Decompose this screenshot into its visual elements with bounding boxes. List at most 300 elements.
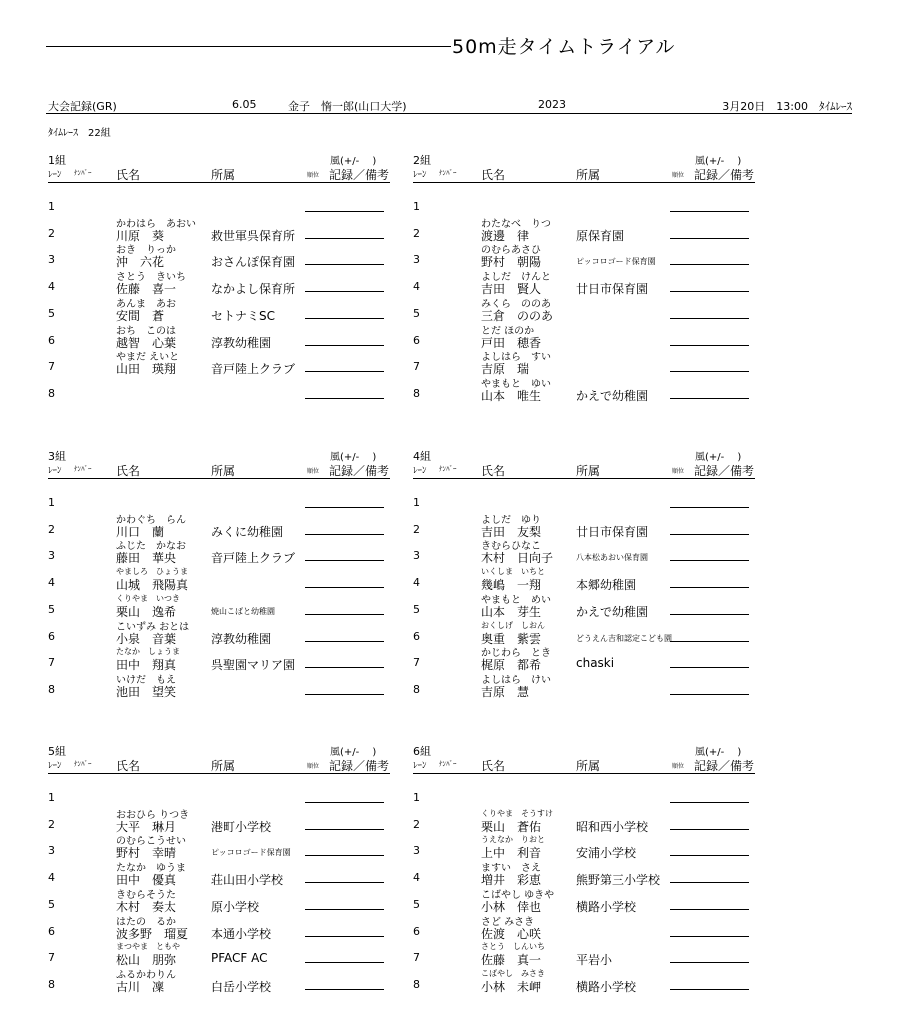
lane-number: 8: [413, 977, 420, 991]
record-entry-line: [305, 398, 384, 399]
athlete-name: 川口 蘭: [116, 524, 165, 539]
record-entry-line: [305, 371, 384, 372]
record-time: 6.05: [232, 98, 257, 111]
wind-label: 風(+/- ): [330, 156, 377, 167]
athlete-affiliation: 安浦小学校: [576, 846, 637, 861]
athlete-kana: やまもと ゆい: [481, 378, 551, 390]
affiliation-header: 所属: [211, 759, 236, 773]
athlete-kana: かわぐち らん: [116, 514, 186, 526]
athlete-affiliation: どうえん吉和認定こども園: [576, 633, 672, 643]
lane-number: 5: [413, 306, 420, 320]
athlete-affiliation: 廿日市保育園: [576, 282, 649, 297]
athlete-name: 越智 心葉: [116, 335, 177, 350]
lane-number: 7: [413, 360, 420, 374]
lane-number: 1: [48, 200, 55, 213]
lane-number: 1: [413, 791, 420, 804]
record-entry-line: [305, 560, 384, 561]
athlete-name: 山本 唯生: [481, 388, 542, 403]
name-header: 氏名: [116, 464, 141, 478]
lane-number: 1: [48, 791, 55, 804]
group-label: 5組: [48, 745, 66, 758]
lane-number: 3: [48, 253, 55, 267]
athlete-name: 戸田 穂香: [481, 335, 542, 350]
record-entry-line: [670, 989, 749, 990]
athlete-kana: のむらこうせい: [116, 836, 186, 848]
wind-label: 風(+/- ): [695, 747, 742, 758]
lane-number: 5: [413, 602, 420, 616]
athlete-affiliation: 横路小学校: [576, 979, 637, 994]
athlete-kana: かじわら とき: [481, 648, 551, 660]
lane-row: [48, 267, 390, 297]
athlete-name: 佐藤 真一: [481, 953, 542, 968]
record-entry-line: [305, 264, 384, 265]
record-entry-line: [670, 829, 749, 830]
athlete-kana: こばやし ゆきや: [481, 889, 555, 901]
lane-row: [413, 483, 755, 509]
lane-header: ﾚｰﾝ: [48, 170, 62, 180]
athlete-kana: ますい さえ: [481, 863, 541, 875]
record-entry-line: [305, 587, 384, 588]
record-entry-line: [305, 238, 384, 239]
athlete-name: 田中 優真: [116, 873, 177, 888]
lane-row: [48, 294, 390, 323]
lane-number: 2: [48, 522, 55, 536]
athlete-affiliation: 焼山こばと幼稚園: [211, 606, 275, 616]
lane-row: [413, 240, 755, 270]
athlete-kana: たなか しょうま: [116, 647, 180, 657]
lane-row: [48, 805, 390, 834]
athlete-name: 吉田 友梨: [481, 524, 542, 539]
athlete-affiliation: ピッコロゴード保育園: [576, 257, 656, 267]
rank-header: 順位: [672, 468, 685, 475]
athlete-kana: わたなべ りつ: [481, 218, 551, 230]
athlete-kana: おくしげ しおん: [481, 620, 545, 630]
record-entry-line: [305, 694, 384, 695]
athlete-affiliation: 昭和西小学校: [576, 819, 649, 834]
rank-header: 順位: [307, 172, 320, 179]
athlete-kana: のむらあさひ: [481, 245, 541, 257]
athlete-affiliation: かえで幼稚園: [576, 388, 649, 403]
athlete-kana: ふじた かなお: [116, 541, 186, 553]
lane-number: 1: [413, 200, 420, 213]
athlete-name: 沖 六花: [116, 255, 165, 270]
record-header: 記録／備考: [329, 168, 390, 182]
wind-label: 風(+/- ): [330, 452, 377, 463]
lane-number: 1: [48, 496, 55, 509]
lane-row: [413, 805, 755, 834]
lane-number: 6: [48, 924, 55, 938]
lane-row: [48, 240, 390, 270]
athlete-name: 増井 彩恵: [481, 873, 542, 888]
athlete-kana: きむらひなこ: [481, 541, 541, 553]
record-entry-line: [670, 855, 749, 856]
athlete-affiliation: 白岳小学校: [211, 979, 272, 994]
record-entry-line: [670, 238, 749, 239]
group-block: [48, 152, 390, 404]
athlete-name: 山本 芽生: [481, 604, 542, 619]
lane-row: [413, 374, 755, 403]
athlete-name: 吉田 賢人: [481, 282, 542, 297]
lane-number: 4: [413, 280, 420, 294]
athlete-name: 大平 琳月: [116, 819, 177, 834]
athlete-name: 佐渡 心咲: [481, 926, 542, 941]
lane-number: 3: [48, 844, 55, 858]
group-block: [48, 448, 390, 700]
group-block: [413, 448, 755, 700]
lane-row: [48, 590, 390, 619]
lane-row: [413, 778, 755, 804]
athlete-affiliation: おさんぽ保育園: [211, 255, 296, 270]
number-header: ﾅﾝﾊﾞｰ: [439, 169, 457, 177]
athlete-name: 吉原 慧: [481, 684, 530, 699]
record-entry-line: [305, 614, 384, 615]
number-header: ﾅﾝﾊﾞｰ: [74, 465, 92, 473]
lane-row: [413, 938, 755, 968]
athlete-kana: さとう しんいち: [481, 942, 545, 952]
lane-row: [48, 858, 390, 888]
athlete-name: 木村 日向子: [481, 551, 554, 566]
lane-row: [48, 778, 390, 804]
lane-row: [48, 214, 390, 243]
name-header: 氏名: [481, 168, 506, 182]
athlete-affiliation: 八本松あおい保育園: [576, 553, 648, 563]
lane-number: 2: [48, 817, 55, 831]
lane-number: 8: [48, 682, 55, 696]
athlete-kana: こいずみ おとは: [116, 621, 190, 633]
athlete-affiliation: ピッコロゴード保育園: [211, 848, 291, 858]
record-header: 記録／備考: [694, 464, 755, 478]
lane-header: ﾚｰﾝ: [413, 170, 427, 180]
athlete-kana: さとう きいち: [116, 272, 186, 284]
lane-number: 8: [48, 977, 55, 991]
lane-number: 4: [413, 576, 420, 590]
group-header: [413, 448, 755, 479]
athlete-affiliation: 音戸陸上クラブ: [211, 362, 296, 377]
athlete-kana: さど みさき: [481, 916, 535, 928]
lane-row: [413, 187, 755, 213]
record-entry-line: [670, 936, 749, 937]
record-entry-line: [670, 211, 749, 212]
athlete-name: 池田 望笑: [116, 684, 177, 699]
athlete-name: 佐藤 喜一: [116, 282, 177, 297]
lane-row: [413, 563, 755, 593]
athlete-affiliation: 淳教幼稚園: [211, 631, 272, 646]
athlete-kana: よしだ ゆり: [481, 514, 541, 526]
athlete-kana: いけだ もえ: [116, 674, 176, 686]
athlete-affiliation: みくに幼稚園: [211, 524, 284, 539]
lane-row: [48, 965, 390, 994]
lane-row: [413, 831, 755, 861]
athlete-name: 野村 朝陽: [481, 255, 542, 270]
athlete-kana: あんま あお: [116, 298, 176, 310]
group-label: 4組: [413, 450, 431, 463]
lane-number: 2: [413, 522, 420, 536]
number-header: ﾅﾝﾊﾞｰ: [439, 465, 457, 473]
affiliation-header: 所属: [576, 168, 601, 182]
athlete-affiliation: PFACF AC: [211, 951, 268, 966]
lane-row: [48, 483, 390, 509]
group-header: [413, 152, 755, 183]
lane-row: [413, 536, 755, 566]
lane-number: 8: [413, 386, 420, 400]
lane-number: 2: [48, 226, 55, 240]
number-header: ﾅﾝﾊﾞｰ: [74, 169, 92, 177]
record-entry-line: [305, 989, 384, 990]
athlete-name: 上中 利音: [481, 846, 542, 861]
lane-row: [413, 294, 755, 323]
lane-row: [48, 831, 390, 861]
record-entry-line: [305, 936, 384, 937]
lane-row: [413, 885, 755, 914]
athlete-affiliation: 平岩小: [576, 953, 613, 968]
athlete-kana: うえなか りおと: [481, 835, 545, 845]
group-header: [413, 743, 755, 774]
lane-row: [413, 510, 755, 539]
lane-number: 3: [413, 844, 420, 858]
lane-number: 6: [413, 629, 420, 643]
lane-row: [48, 670, 390, 699]
athlete-name: 小林 未岬: [481, 979, 542, 994]
athlete-name: 野村 幸晴: [116, 846, 177, 861]
athlete-kana: かわはら あおい: [116, 218, 196, 230]
record-entry-line: [670, 909, 749, 910]
athlete-affiliation: 原保育園: [576, 228, 625, 243]
record-entry-line: [670, 398, 749, 399]
group-label: 3組: [48, 450, 66, 463]
event-date: 3月20日 13:00 ﾀｲﾑﾚｰｽ: [722, 100, 852, 113]
record-entry-line: [670, 534, 749, 535]
athlete-kana: やまだ えいと: [116, 352, 180, 364]
lane-number: 7: [413, 656, 420, 670]
rank-header: 順位: [307, 763, 320, 770]
record-header: 記録／備考: [329, 464, 390, 478]
athlete-affiliation: セトナミSC: [211, 308, 275, 323]
athlete-kana: ふるかわりん: [116, 969, 176, 981]
athlete-name: 川原 葵: [116, 228, 165, 243]
record-entry-line: [670, 371, 749, 372]
wind-label: 風(+/- ): [695, 452, 742, 463]
record-entry-line: [670, 641, 749, 642]
lane-row: [413, 912, 755, 941]
record-entry-line: [670, 694, 749, 695]
record-entry-line: [670, 614, 749, 615]
athlete-name: 渡邊 律: [481, 228, 530, 243]
athlete-name: 山田 瑛翔: [116, 362, 177, 377]
lane-number: 5: [48, 897, 55, 911]
record-entry-line: [305, 291, 384, 292]
record-header: 記録／備考: [694, 759, 755, 773]
athlete-kana: たなか ゆうま: [116, 863, 186, 875]
athlete-name: 奥重 紫雲: [481, 631, 542, 646]
athlete-affiliation: 救世軍呉保育所: [211, 228, 296, 243]
lane-row: [413, 858, 755, 888]
lane-row: [48, 885, 390, 914]
athlete-kana: おおひら りつき: [116, 809, 190, 821]
lane-number: 7: [48, 656, 55, 670]
record-entry-line: [670, 507, 749, 508]
lane-row: [413, 965, 755, 994]
group-header: [48, 448, 390, 479]
lane-number: 4: [48, 576, 55, 590]
lane-row: [48, 938, 390, 968]
athlete-name: 吉原 瑞: [481, 362, 530, 377]
lane-number: 3: [48, 549, 55, 563]
record-label: 大会記録(GR): [48, 100, 117, 113]
athlete-name: 木村 奏太: [116, 899, 177, 914]
athlete-kana: おき りっか: [116, 245, 176, 257]
name-header: 氏名: [116, 759, 141, 773]
athlete-name: 安間 蒼: [116, 308, 165, 323]
lane-row: [48, 643, 390, 673]
affiliation-header: 所属: [576, 464, 601, 478]
lane-row: [48, 187, 390, 213]
athlete-kana: はたの るか: [116, 916, 176, 928]
group-header: [48, 743, 390, 774]
athlete-kana: とだ ほのか: [481, 325, 535, 337]
wind-label: 風(+/- ): [330, 747, 377, 758]
group-header: [48, 152, 390, 183]
athlete-kana: まつやま ともや: [116, 942, 180, 952]
lane-number: 1: [413, 496, 420, 509]
lane-number: 6: [48, 629, 55, 643]
athlete-affiliation: 本郷幼稚園: [576, 578, 637, 593]
lane-number: 6: [413, 924, 420, 938]
athlete-affiliation: 熊野第三小学校: [576, 873, 661, 888]
athlete-name: 幾嶋 一翔: [481, 578, 542, 593]
record-entry-line: [670, 962, 749, 963]
rank-header: 順位: [672, 172, 685, 179]
athlete-name: 三倉 ののあ: [481, 308, 554, 323]
lane-number: 4: [48, 280, 55, 294]
record-entry-line: [305, 802, 384, 803]
record-bar: [46, 97, 852, 114]
lane-header: ﾚｰﾝ: [413, 466, 427, 476]
lane-number: 5: [413, 897, 420, 911]
name-header: 氏名: [116, 168, 141, 182]
lane-row: [48, 617, 390, 646]
lane-row: [413, 670, 755, 699]
lane-header: ﾚｰﾝ: [48, 761, 62, 771]
record-header: 記録／備考: [329, 759, 390, 773]
athlete-kana: やましろ ひょうま: [116, 567, 188, 577]
record-entry-line: [670, 667, 749, 668]
athlete-kana: おち このは: [116, 325, 176, 337]
lane-row: [48, 347, 390, 377]
record-entry-line: [670, 587, 749, 588]
record-entry-line: [305, 829, 384, 830]
athlete-kana: みくら ののあ: [481, 298, 551, 310]
lane-number: 4: [48, 871, 55, 885]
athlete-affiliation: 原小学校: [211, 899, 260, 914]
record-entry-line: [670, 560, 749, 561]
lane-number: 8: [413, 682, 420, 696]
lane-number: 8: [48, 386, 55, 400]
record-entry-line: [670, 345, 749, 346]
athlete-affiliation: かえで幼稚園: [576, 604, 649, 619]
lane-row: [413, 214, 755, 243]
group-block: [413, 152, 755, 404]
record-entry-line: [305, 641, 384, 642]
athlete-name: 古川 凜: [116, 979, 165, 994]
athlete-kana: よしはら すい: [481, 352, 551, 364]
group-label: 1組: [48, 154, 66, 167]
rank-header: 順位: [672, 763, 685, 770]
athlete-kana: こばやし みさき: [481, 968, 545, 978]
athlete-name: 松山 朋弥: [116, 953, 177, 968]
group-block: [413, 743, 755, 995]
lane-number: 5: [48, 602, 55, 616]
record-entry-line: [305, 534, 384, 535]
race-info: ﾀｲﾑﾚｰｽ 22組: [48, 128, 111, 139]
record-entry-line: [670, 264, 749, 265]
record-header: 記録／備考: [694, 168, 755, 182]
lane-header: ﾚｰﾝ: [413, 761, 427, 771]
athlete-affiliation: 廿日市保育園: [576, 524, 649, 539]
athlete-name: 波多野 瑠夏: [116, 926, 189, 941]
lane-row: [48, 321, 390, 350]
lane-number: 6: [413, 333, 420, 347]
athlete-kana: くりやま いつき: [116, 593, 180, 603]
record-entry-line: [305, 667, 384, 668]
athlete-affiliation: chaski: [576, 656, 615, 671]
athlete-name: 山城 飛陽真: [116, 578, 189, 593]
rank-header: 順位: [307, 468, 320, 475]
record-entry-line: [305, 909, 384, 910]
athlete-affiliation: 音戸陸上クラブ: [211, 551, 296, 566]
athlete-name: 梶原 都希: [481, 658, 542, 673]
title-rule: [46, 46, 451, 47]
record-entry-line: [670, 318, 749, 319]
athlete-name: 小林 倖也: [481, 899, 542, 914]
lane-row: [413, 617, 755, 646]
name-header: 氏名: [481, 464, 506, 478]
athlete-kana: いくしま いちと: [481, 567, 545, 577]
lane-number: 7: [48, 360, 55, 374]
affiliation-header: 所属: [576, 759, 601, 773]
affiliation-header: 所属: [211, 464, 236, 478]
number-header: ﾅﾝﾊﾞｰ: [74, 760, 92, 768]
affiliation-header: 所属: [211, 168, 236, 182]
lane-number: 3: [413, 549, 420, 563]
lane-row: [413, 643, 755, 673]
group-block: [48, 743, 390, 995]
athlete-affiliation: 本通小学校: [211, 926, 272, 941]
lane-number: 4: [413, 871, 420, 885]
record-entry-line: [305, 507, 384, 508]
athlete-kana: よしだ けんと: [481, 272, 551, 284]
athlete-kana: よしはら けい: [481, 674, 551, 686]
lane-row: [413, 321, 755, 350]
athlete-affiliation: なかよし保育所: [211, 282, 296, 297]
lane-header: ﾚｰﾝ: [48, 466, 62, 476]
lane-row: [48, 374, 390, 400]
wind-label: 風(+/- ): [695, 156, 742, 167]
athlete-name: 田中 翔真: [116, 658, 177, 673]
record-entry-line: [305, 318, 384, 319]
athlete-affiliation: 横路小学校: [576, 899, 637, 914]
lane-number: 2: [413, 226, 420, 240]
lane-row: [48, 510, 390, 539]
lane-number: 3: [413, 253, 420, 267]
lane-row: [413, 267, 755, 297]
lane-number: 7: [413, 951, 420, 965]
lane-number: 6: [48, 333, 55, 347]
record-entry-line: [305, 962, 384, 963]
athlete-kana: きむらそうた: [116, 889, 176, 901]
lane-row: [48, 563, 390, 593]
lane-row: [48, 536, 390, 566]
lane-row: [413, 347, 755, 377]
